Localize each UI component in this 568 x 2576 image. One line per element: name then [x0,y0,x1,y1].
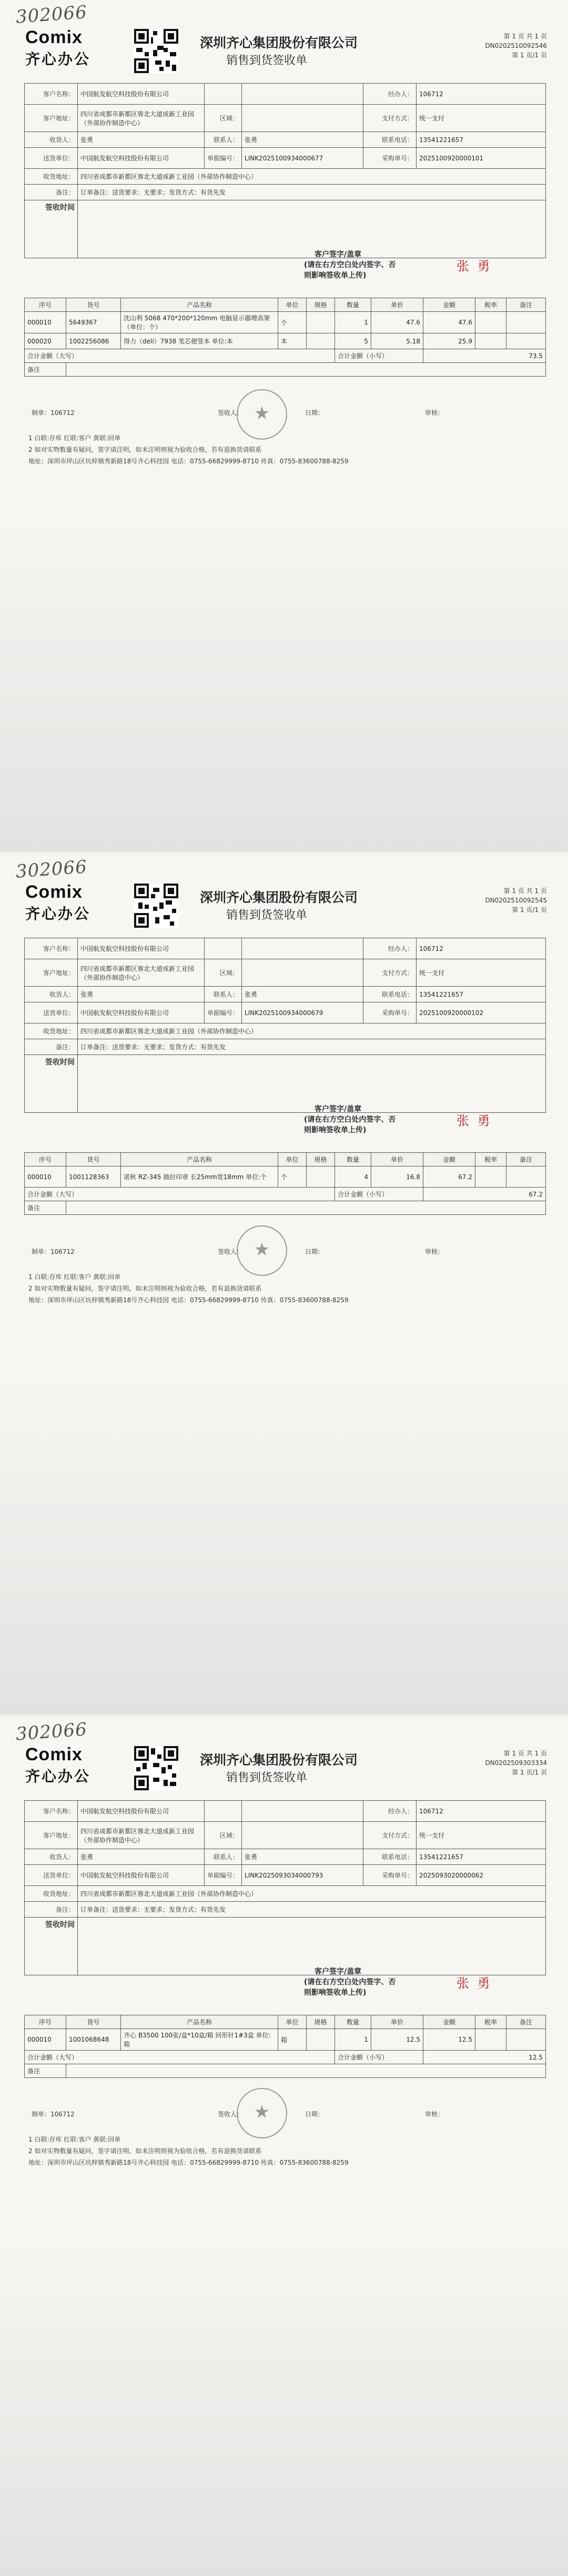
customer-value: 中国航发航空科技股份有限公司 [78,84,205,105]
total-value: 73.5 [423,349,546,363]
sign-time-label: 签收时间 [25,1918,78,1975]
handwritten-signature: 张 勇 [457,1113,492,1128]
logo-text-cn: 齐心办公 [25,905,91,922]
handwritten-signature: 张 勇 [457,1976,492,1991]
pay-label: 支付方式： [363,105,417,132]
receiver-value: 张勇 [78,987,205,1002]
table-row: 000010 1001068648 齐心 B3500 100张/盒*10盒/箱 回形针1#3盒 单位:箱 箱 1 12.5 12.5 [25,2029,546,2051]
company-name: 深圳齐心集团股份有限公司 [200,35,358,50]
reviewer-label: 审核： [425,409,444,417]
table-row: 000010 5649367 沈山利 5068 470*200*120mm 电脑显示器增高架（单位：个） 个 1 47.6 47.6 [25,312,546,333]
phone-value: 13541221657 [417,132,546,148]
page-of: 第 1 页/1 页 [512,52,547,59]
receiver-value: 张勇 [78,1849,205,1865]
delivery-receipt-page-2 [0,855,568,1715]
remark-label: 备注 [25,363,66,377]
col-amount: 金额 [423,298,475,312]
order-no-label: 单据编号： [205,148,242,169]
table-row: 000010 1001128363 诺秋 RZ-345 抽拉印章 长25mm宽18mm 单位:个 个 4 16.8 67.2 [25,1167,546,1188]
logo-text-en: Comix [25,27,83,47]
receiver-value: 张勇 [78,132,205,148]
date-label: 日期： [305,409,324,417]
page-label: 第 1 页 共 1 页 [503,887,547,895]
delivery-value: 中国航发航空科技股份有限公司 [78,148,205,169]
phone-label: 联系电话： [363,132,417,148]
col-code: 货号 [66,298,121,312]
address-label: 客户地址： [25,105,78,132]
comix-logo [25,27,90,69]
note-label: 备注： [25,185,78,200]
reviewer-label: 审核： [425,1248,444,1255]
customer-value: 中国航发航空科技股份有限公司 [78,938,205,959]
document-number: DN0202510092545 [485,897,547,904]
header-info-table [24,83,546,258]
footer-notes: 1 白联:存库 红联:客户 黄联:回单 2 如对实物数量有疑问，签字请注明，如未注明则视为验收合格，若有退换货请联系 地址：深圳市坪山区坑梓镇秀新路18号齐心科技园 电话：0755-66829999-8710 传真：0755-83600788-8259 [28,434,349,465]
purchase-no-label: 采购单号： [363,148,417,169]
delivery-value: 中国航发航空科技股份有限公司 [78,1865,205,1886]
handler-value: 106712 [417,938,546,959]
document-title: 销售到货签收单 [226,909,308,922]
page-of: 第 1 页/1 页 [512,906,547,914]
signer-label: 签收人： [218,409,244,417]
company-seal-icon: ★ [237,389,287,440]
handwritten-number: 302066 [15,2,88,28]
recv-addr-value: 四川省成都市新都区蓉北大道成新工业园（外部协作制造中心） [78,1023,546,1039]
logo-text-en: Comix [25,1745,83,1764]
col-unit: 单位 [278,298,307,312]
recv-addr-value: 四川省成都市新都区蓉北大道成新工业园（外部协作制造中心） [78,169,546,185]
signer-label: 签收人： [218,2111,244,2118]
page-label: 第 1 页 共 1 页 [503,1750,547,1757]
handwritten-signature: 张 勇 [457,259,492,273]
total-label: 合计金额（小写） [335,349,423,363]
customer-sign-block: 客户签字/盖章 (请在右方空白处内签字、否 则影响签收单上传) [304,1968,396,1997]
page-info [485,32,547,60]
recv-addr-value: 四川省成都市新都区蓉北大道成新工业园（外部协作制造中心） [78,1886,546,1902]
pay-value: 统一支付 [417,1822,546,1849]
receiver-label: 收货人： [25,132,78,148]
items-table: 序号 货号 产品名称 单位 规格 数量 单价 金额 税率 备注 000010 1001068648 齐心 B3500 100张/盒*10盒/箱 回形针1#3盒 单位:箱 箱 1 12.5 12.5 合计金额（大写） 合计金额（小写） 12.5 备注 [24,2015,546,2078]
purchase-no-value: 2025100920000102 [417,1002,546,1023]
col-no: 序号 [25,298,66,312]
customer-sign-block: 客户签字/盖章 (请在右方空白处内签字、否 则影响签收单上传) [304,1105,396,1134]
delivery-receipt-page-3 [0,1717,568,2576]
area-label: 区域： [205,105,242,132]
total-amount-label: 合计金额（大写） [25,349,335,363]
sign-time-label: 签收时间 [25,200,78,258]
customer-value: 中国航发航空科技股份有限公司 [78,1801,205,1822]
order-no-value: LINK2025100934000677 [242,148,363,169]
company-seal-icon: ★ [237,2088,287,2138]
logo-text-cn: 齐心办公 [25,50,91,68]
pay-value: 统一支付 [417,959,546,987]
customer-sign-block [304,249,395,281]
delivery-value: 中国航发航空科技股份有限公司 [78,1002,205,1023]
purchase-no-value: 2025093020000062 [417,1865,546,1886]
delivery-receipt-page-1 [0,0,568,852]
order-no-value: LINK2025093034000793 [242,1865,363,1886]
col-spec: 规格 [307,298,335,312]
logo-text-en: Comix [25,882,83,902]
address-value: 四川省成都市新都区蓉北大道成新工业园（外部协作制造中心） [78,105,205,132]
page-of: 第 1 页/1 页 [512,1769,547,1776]
phone-value: 13541221657 [417,987,546,1002]
operator: 制单：106712 [32,1248,75,1255]
note-value: 订单备注：送货要求：无要求；发货方式：有货先发 [78,185,546,200]
date-label: 日期： [305,2111,324,2118]
qr-code-icon [134,1746,178,1790]
col-price: 单价 [371,298,423,312]
contact-value: 张勇 [242,132,363,148]
sign-hint-1: (请在右方空白处内签字、否 [304,261,396,269]
customer-sign-title: 客户签字/盖章 [315,250,362,259]
contact-label: 联系人： [205,132,242,148]
page-info [485,886,547,915]
handler-value: 106712 [417,1801,546,1822]
company-seal-icon: ★ [237,1225,287,1276]
phone-value: 13541221657 [417,1849,546,1865]
delivery-label: 送货单位： [25,148,78,169]
customer-label: 客户名称： [25,84,78,105]
comix-logo [25,882,90,924]
handwritten-number: 302066 [15,856,88,883]
document-number: DN0202510092546 [485,42,547,49]
handler-value: 106712 [417,84,546,105]
page-info [485,1749,547,1777]
contact-value: 张勇 [242,1849,363,1865]
comix-logo [25,1745,90,1786]
col-name: 产品名称 [121,298,278,312]
document-number: DN0202509303334 [485,1759,547,1767]
page-label: 第 1 页 共 1 页 [503,33,547,40]
contact-value: 张勇 [242,987,363,1002]
footer-notes: 1 白联:存库 红联:客户 黄联:回单 2 如对实物数量有疑问，签字请注明，如未注明则视为验收合格，若有退换货请联系 地址：深圳市坪山区坑梓镇秀新路18号齐心科技园 电话：0755-66829999-8710 传真：0755-83600788-8259 [28,2136,349,2166]
reviewer-label: 审核： [425,2111,444,2118]
document-title: 销售到货签收单 [226,54,308,67]
footer-notes: 1 白联:存库 红联:客户 黄联:回单 2 如对实物数量有疑问，签字请注明，如未注明则视为验收合格，若有退换货请联系 地址：深圳市坪山区坑梓镇秀新路18号齐心科技园 电话：0755-66829999-8710 传真：0755-83600788-8259 [28,1273,349,1304]
items-table: 序号 货号 产品名称 单位 规格 数量 单价 金额 税率 备注 000010 1001128363 诺秋 RZ-345 抽拉印章 长25mm宽18mm 单位:个 个 4 16.8 67.2 合计金额（大写） 合计金额（小写） 67.2 备注 [24,1152,546,1215]
logo-text-cn: 齐心办公 [25,1768,91,1785]
note-value: 订单备注：送货要求：无要求；发货方式：有货先发 [78,1039,546,1055]
handler-label: 经办人： [363,84,417,105]
note-value: 订单备注：送货要求：无要求；发货方式：有货先发 [78,1902,546,1918]
sign-time-label: 签收时间 [25,1055,78,1113]
operator: 制单：106712 [32,409,75,417]
col-tax: 税率 [475,298,506,312]
operator: 制单：106712 [32,2111,75,2118]
order-no-value: LINK2025100934000679 [242,1002,363,1023]
company-name: 深圳齐心集团股份有限公司 [200,1752,358,1768]
header-info-table: 客户名称： 中国航发航空科技股份有限公司 经办人： 106712 客户地址： 四川省成都市新都区蓉北大道成新工业园（外部协作制造中心） 区域： 支付方式： 统一支付 收货人： 张勇 联系人： 张勇 联系电话： 13541221657 送货单位： 中国航发航空科技股份有限公司 单据编号： LINK2025093034000793 采购单号： 2025093020000062 收货地址： 四川省成都市新都区蓉北大道成新工业园（外部协作制造中心） 备注： 订单备注：送货要求：无要求；发货方式：有货先发 签收时间 [24,1800,546,1975]
sign-hint-2: 则影响签收单上传) [304,271,367,280]
table-row: 000020 1002256086 得力（deli）7938 笔芯便签本 单位:本 本 5 5.18 25.9 [25,333,546,349]
qr-code-icon [134,884,178,928]
recv-addr-label: 收货地址： [25,169,78,185]
purchase-no-value: 2025100920000101 [417,148,546,169]
address-value: 四川省成都市新都区蓉北大道成新工业园（外部协作制造中心） [78,959,205,987]
items-table [24,298,546,377]
total-value: 12.5 [423,2051,546,2064]
qr-code-icon [134,29,178,73]
document-title: 销售到货签收单 [226,1771,308,1784]
pay-value: 统一支付 [417,105,546,132]
handwritten-number: 302066 [15,1719,88,1745]
col-qty: 数量 [335,298,371,312]
address-value: 四川省成都市新都区蓉北大道成新工业园（外部协作制造中心） [78,1822,205,1849]
total-value: 67.2 [423,1188,546,1201]
company-name: 深圳齐心集团股份有限公司 [200,890,358,905]
date-label: 日期： [305,1248,324,1255]
header-info-table: 客户名称： 中国航发航空科技股份有限公司 经办人： 106712 客户地址： 四川省成都市新都区蓉北大道成新工业园（外部协作制造中心） 区域： 支付方式： 统一支付 收货人： 张勇 联系人： 张勇 联系电话： 13541221657 送货单位： 中国航发航空科技股份有限公司 单据编号： LINK2025100934000679 采购单号： 2025100920000102 收货地址： 四川省成都市新都区蓉北大道成新工业园（外部协作制造中心） 备注： 订单备注：送货要求：无要求；发货方式：有货先发 签收时间 [24,938,546,1113]
col-remark: 备注 [506,298,546,312]
signer-label: 签收人： [218,1248,244,1255]
